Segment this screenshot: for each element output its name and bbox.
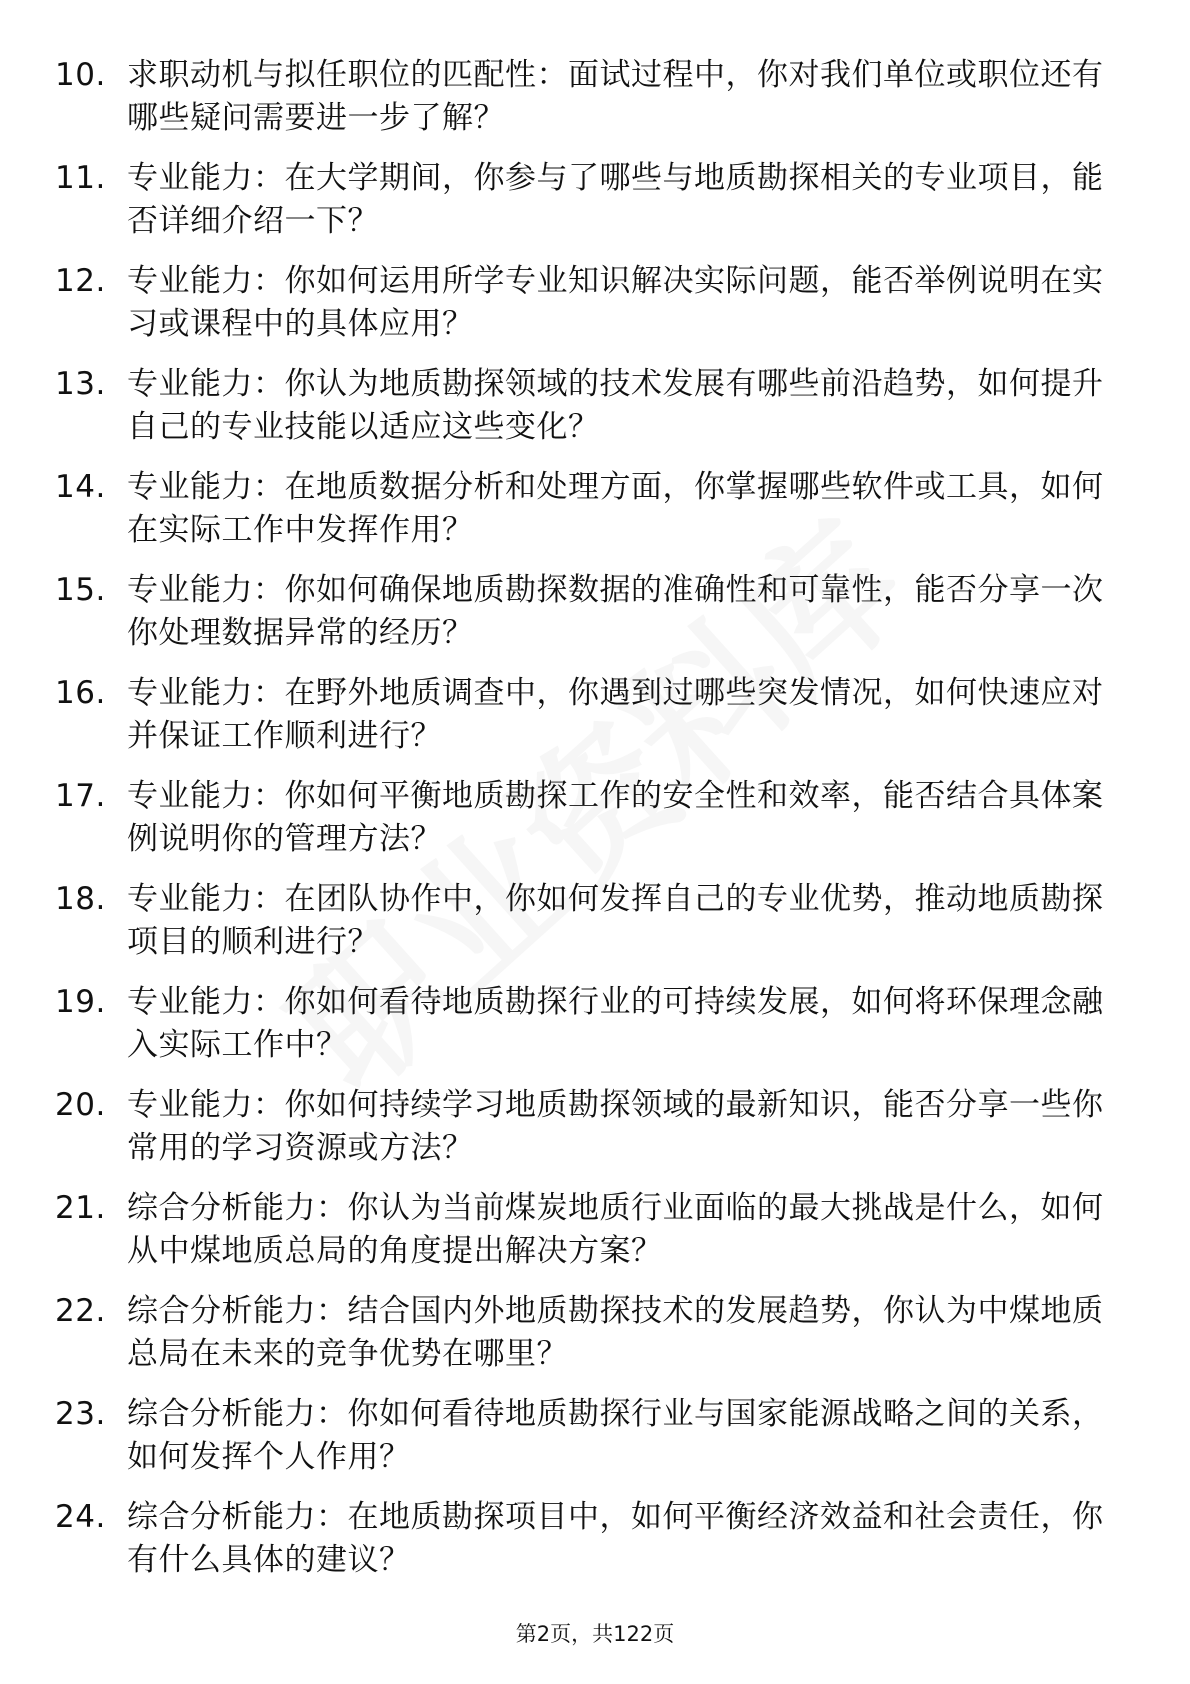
question-number: 21. xyxy=(55,1190,106,1226)
question-text: 专业能力：你如何看待地质勘探行业的可持续发展，如何将环保理念融入实际工作中？ xyxy=(127,984,1104,1063)
question-text: 专业能力：在地质数据分析和处理方面，你掌握哪些软件或工具，如何在实际工作中发挥作用？ xyxy=(127,469,1104,548)
question-text: 专业能力：你如何运用所学专业知识解决实际问题，能否举例说明在实习或课程中的具体应用？ xyxy=(127,263,1104,342)
question-number: 16. xyxy=(55,675,106,711)
question-number: 19. xyxy=(55,984,106,1020)
question-text: 专业能力：在野外地质调查中，你遇到过哪些突发情况，如何快速应对并保证工作顺利进行？ xyxy=(127,675,1104,754)
question-text: 综合分析能力：你认为当前煤炭地质行业面临的最大挑战是什么，如何从中煤地质总局的角度提出解决方案？ xyxy=(127,1190,1104,1269)
question-text: 专业能力：在大学期间，你参与了哪些与地质勘探相关的专业项目，能否详细介绍一下？ xyxy=(127,160,1104,239)
question-text: 综合分析能力：结合国内外地质勘探技术的发展趋势，你认为中煤地质总局在未来的竞争优势在哪里？ xyxy=(127,1293,1104,1372)
question-item xyxy=(55,466,1115,552)
question-item xyxy=(55,54,1115,140)
question-item xyxy=(55,672,1115,758)
question-text: 专业能力：你如何确保地质勘探数据的准确性和可靠性，能否分享一次你处理数据异常的经历？ xyxy=(127,572,1104,651)
question-item xyxy=(55,878,1115,964)
question-text: 综合分析能力：在地质勘探项目中，如何平衡经济效益和社会责任，你有什么具体的建议？ xyxy=(127,1499,1104,1578)
question-number: 12. xyxy=(55,263,106,299)
question-text: 专业能力：你如何持续学习地质勘探领域的最新知识，能否分享一些你常用的学习资源或方法？ xyxy=(127,1087,1104,1166)
question-item xyxy=(55,1187,1115,1273)
question-text: 求职动机与拟任职位的匹配性：面试过程中，你对我们单位或职位还有哪些疑问需要进一步了解？ xyxy=(127,57,1104,136)
question-number: 14. xyxy=(55,469,106,505)
question-number: 18. xyxy=(55,881,106,917)
question-number: 22. xyxy=(55,1293,106,1329)
question-number: 15. xyxy=(55,572,106,608)
question-item xyxy=(55,1393,1115,1479)
question-item xyxy=(55,775,1115,861)
question-item xyxy=(55,260,1115,346)
question-text: 专业能力：你如何平衡地质勘探工作的安全性和效率，能否结合具体案例说明你的管理方法？ xyxy=(127,778,1104,857)
question-item xyxy=(55,569,1115,655)
question-list xyxy=(55,54,1115,1599)
question-item xyxy=(55,981,1115,1067)
question-item xyxy=(55,1496,1115,1582)
question-number: 13. xyxy=(55,366,106,402)
question-number: 17. xyxy=(55,778,106,814)
question-text: 专业能力：你认为地质勘探领域的技术发展有哪些前沿趋势，如何提升自己的专业技能以适应这些变化？ xyxy=(127,366,1104,445)
question-number: 20. xyxy=(55,1087,106,1123)
question-number: 23. xyxy=(55,1396,106,1432)
question-number: 11. xyxy=(55,160,106,196)
question-item xyxy=(55,157,1115,243)
question-number: 24. xyxy=(55,1499,106,1535)
question-text: 专业能力：在团队协作中，你如何发挥自己的专业优势，推动地质勘探项目的顺利进行？ xyxy=(127,881,1104,960)
question-item xyxy=(55,1084,1115,1170)
question-item xyxy=(55,363,1115,449)
question-item xyxy=(55,1290,1115,1376)
question-number: 10. xyxy=(55,57,106,93)
page-footer: 第2页，共122页 xyxy=(515,1622,675,1646)
question-text: 综合分析能力：你如何看待地质勘探行业与国家能源战略之间的关系，如何发挥个人作用？ xyxy=(127,1396,1104,1475)
